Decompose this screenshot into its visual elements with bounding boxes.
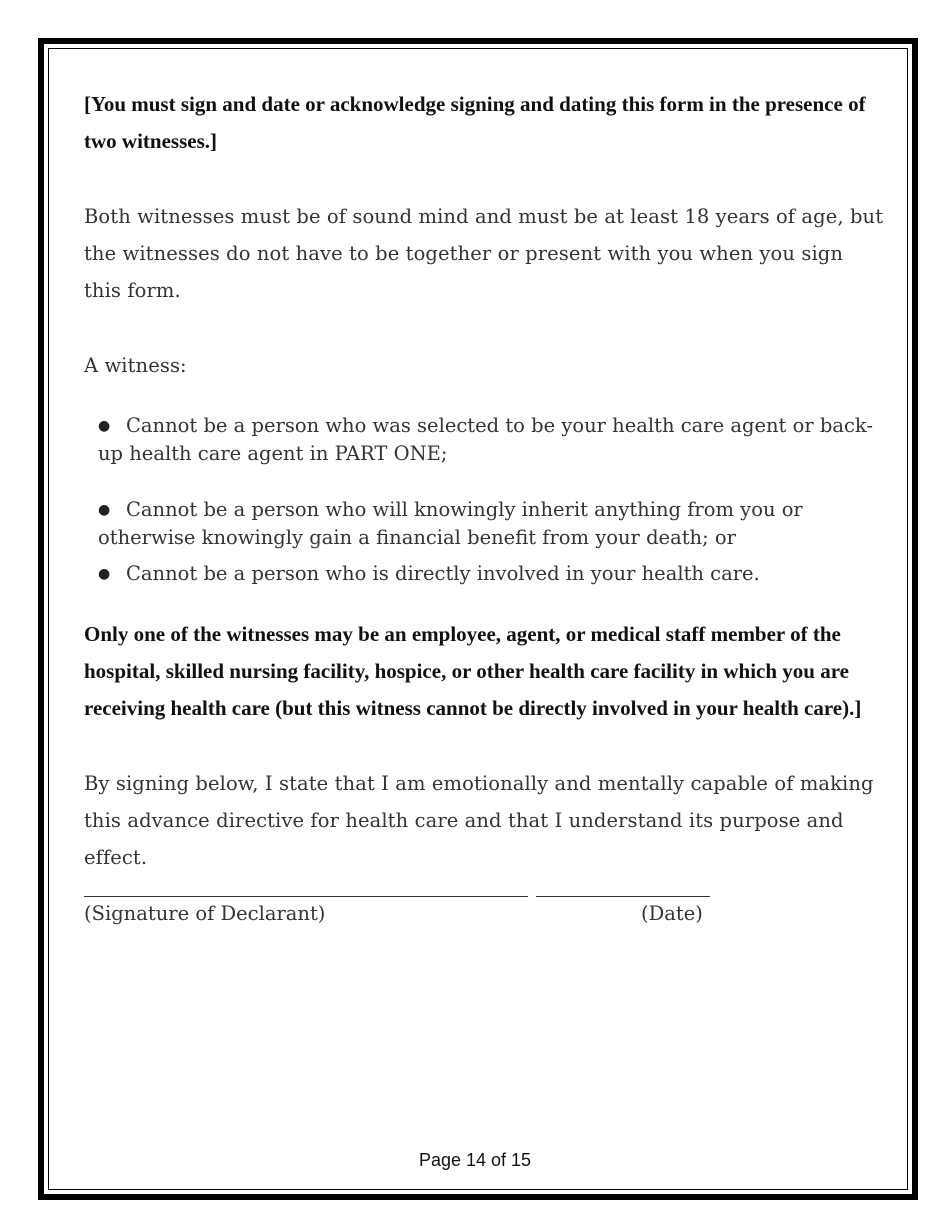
signature-line[interactable] xyxy=(84,896,528,897)
signature-block xyxy=(84,878,884,938)
witness-restrictions-list xyxy=(84,412,884,588)
document-body xyxy=(84,86,884,938)
date-line[interactable] xyxy=(536,896,710,897)
bullet-icon: ● xyxy=(98,502,111,518)
list-item xyxy=(98,496,884,552)
signature-label: (Signature of Declarant) xyxy=(84,902,326,925)
list-item-text: Cannot be a person who will knowingly inherit anything from you or otherwise knowingly gain a financial benefit from your death; or xyxy=(98,498,803,549)
witness-intro: A witness: xyxy=(84,354,187,377)
page-border xyxy=(38,38,918,1200)
capacity-statement: By signing below, I state that I am emotionally and mentally capable of making this advance directive for health care and that I understand its purpose and effect. xyxy=(84,772,874,869)
witness-requirements-paragraph: Both witnesses must be of sound mind and must be at least 18 years of age, but the witnesses do not have to be together or present with you when you sign this form. xyxy=(84,205,884,302)
page-number: Page 14 of 15 xyxy=(418,1150,532,1170)
list-item-text: Cannot be a person who was selected to be your health care agent or back-up health care agent in PART ONE; xyxy=(98,414,873,465)
employee-witness-rule: Only one of the witnesses may be an employee, agent, or medical staff member of the hospital, skilled nursing facility, hospice, or other health care facility in which you are receiving health care (but this witness cannot be directly involved in your health care).] xyxy=(84,622,862,720)
instruction-heading: [You must sign and date or acknowledge signing and dating this form in the presence of two witnesses.] xyxy=(84,92,866,153)
list-item xyxy=(98,412,884,468)
bullet-icon: ● xyxy=(98,418,111,434)
list-item-text: Cannot be a person who is directly involved in your health care. xyxy=(126,562,760,585)
date-label: (Date) xyxy=(641,902,703,925)
list-item xyxy=(98,560,884,588)
bullet-icon: ● xyxy=(98,566,111,582)
